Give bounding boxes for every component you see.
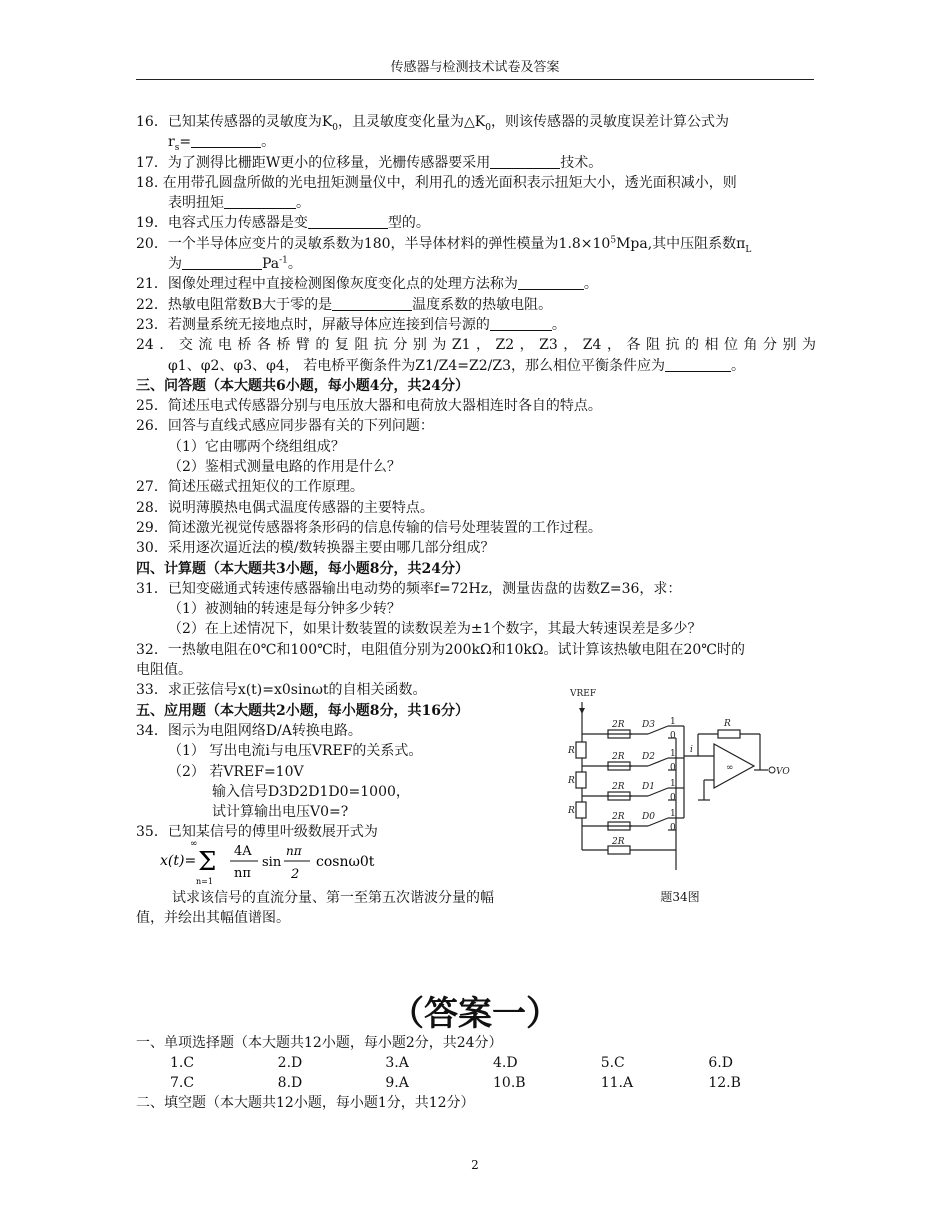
label-one: 1 xyxy=(670,749,676,759)
question-31-part1: （1）被测轴的转速是每分钟多少转？ xyxy=(168,601,401,618)
question-34: 34．图示为电阻网络D/A转换电路。 xyxy=(136,722,362,739)
section-5-heading: 五、应用题（本大题共2小题，每小题8分，共16分） xyxy=(136,702,469,719)
label-zero: 0 xyxy=(670,763,676,773)
sum-upper-limit: ∞ xyxy=(190,839,198,849)
question-18: 18. 在用带孔圆盘所做的光电扭矩测量仪中，利用孔的透光面积表示扭矩大小，透光面积减小，则 xyxy=(136,174,737,191)
question-19: 19．电容式压力传感器是变 型的。 xyxy=(136,215,430,232)
answer-blank xyxy=(518,275,584,290)
section-3-heading: 三、问答题（本大题共6小题，每小题4分，共24分） xyxy=(136,377,469,394)
label-d0: D0 xyxy=(642,812,655,822)
answer-item: 9.A xyxy=(385,1075,409,1091)
page-header: 传感器与检测技术试卷及答案 xyxy=(136,56,814,80)
answer-item: 4.D xyxy=(493,1055,518,1071)
label-2r: 2R xyxy=(612,782,625,792)
label-d1: D1 xyxy=(642,782,655,792)
answer-item: 10.B xyxy=(493,1075,526,1091)
answer-title: （答案一） xyxy=(390,994,560,1034)
question-31-part2: （2）在上述情况下，如果计数装置的读数误差为±1个数字，其最大转速误差是多少？ xyxy=(168,621,702,638)
label-d3: D3 xyxy=(642,720,655,730)
answer-item: 2.D xyxy=(277,1055,303,1071)
answer-blank xyxy=(308,214,388,229)
answer-item: 12.B xyxy=(708,1075,741,1091)
question-26-part2: （2）鉴相式测量电路的作用是什么？ xyxy=(168,459,401,476)
question-26-part1: （1）它由哪两个绕组组成？ xyxy=(168,438,345,455)
question-24-cont: φ1、φ2、φ3、φ4， 若电桥平衡条件为Z1/Z4=Z2/Z3，那么相位平衡条件应为 。 xyxy=(168,357,745,374)
da-converter-circuit-figure xyxy=(568,686,788,872)
label-r: R xyxy=(724,719,731,729)
figure-caption: 题34图 xyxy=(660,890,700,904)
question-24: 24．交流电桥各桥臂的复阻抗分别为Z1，Z2，Z3，Z4，各阻抗的相位角分别为 xyxy=(136,337,816,354)
question-35-instructions xyxy=(136,888,556,928)
label-r: R xyxy=(568,746,575,756)
section-4-heading: 四、计算题（本大题共3小题，每小题8分，共24分） xyxy=(136,560,469,577)
question-18-cont: 表明扭矩 。 xyxy=(168,195,310,212)
answer-blank xyxy=(224,194,296,209)
label-zero: 0 xyxy=(670,823,676,833)
question-27: 27．简述压磁式扭矩仪的工作原理。 xyxy=(136,479,364,496)
label-one: 1 xyxy=(670,717,676,727)
label-2r: 2R xyxy=(612,752,625,762)
question-29: 29．简述激光视觉传感器将条形码的信息传输的信号处理装置的工作过程。 xyxy=(136,519,602,536)
sum-lower-limit: n=1 xyxy=(196,877,213,886)
question-35-ask: 试求该信号的直流分量、第一至第五次谐波分量的幅 xyxy=(172,890,494,906)
answer-blank xyxy=(182,255,262,270)
answer-blank xyxy=(332,296,412,311)
question-34-input: 输入信号D3D2D1D0=1000， xyxy=(212,783,410,800)
label-current-i: i xyxy=(690,745,693,755)
label-zero: 0 xyxy=(670,793,676,803)
formula-lhs: x(t)= xyxy=(160,853,197,869)
label-vref: VREF xyxy=(570,689,597,699)
answer-blank xyxy=(191,133,261,148)
fraction2-numerator: nπ xyxy=(286,844,302,858)
answer-row xyxy=(136,1073,816,1093)
answer-section-2-heading: 二、填空题（本大题共12小题，每小题1分，共12分） xyxy=(136,1095,475,1111)
question-35: 35．已知某信号的傅里叶级数展开式为 xyxy=(136,824,378,841)
fourier-series-formula xyxy=(160,838,400,888)
question-23: 23．若测量系统无接地点时，屏蔽导体应连接到信号源的 。 xyxy=(136,316,566,333)
question-32-cont: 电阻值。 xyxy=(136,662,192,679)
label-infinity: ∞ xyxy=(726,763,734,773)
answer-blank xyxy=(665,357,731,372)
question-31: 31．已知变磁通式转速传感器输出电动势的频率f=72Hz，测量齿盘的齿数Z=36，求： xyxy=(136,580,682,597)
answer-blank xyxy=(490,316,552,331)
fraction-numerator: 4A xyxy=(234,844,252,859)
label-one: 1 xyxy=(670,809,676,819)
fraction-denominator: nπ xyxy=(234,866,251,881)
answer-section xyxy=(136,1033,816,1113)
question-26: 26．回答与直线式感应同步器有关的下列问题： xyxy=(136,418,434,435)
answer-item: 6.D xyxy=(708,1055,733,1071)
label-r: R xyxy=(568,806,575,816)
question-28: 28．说明薄膜热电偶式温度传感器的主要特点。 xyxy=(136,499,434,516)
label-2r: 2R xyxy=(612,837,625,847)
label-2r: 2R xyxy=(612,812,625,822)
answer-row xyxy=(136,1053,816,1073)
label-zero: 0 xyxy=(670,731,676,741)
question-34-ask: 试计算输出电压V0=? xyxy=(212,804,349,821)
question-34-part2: （2） 若VREF=10V xyxy=(168,763,304,780)
answer-item: 8.D xyxy=(277,1075,303,1091)
question-32: 32．一热敏电阻在0℃和100℃时，电阻值分别为200kΩ和10kΩ。试计算该热敏电阻在20℃时的 xyxy=(136,641,745,658)
question-16: 16．已知某传感器的灵敏度为$K_0$，且灵敏度变化量为$\triangle K_0$，则该传感器的灵敏度误差计算公式为 xyxy=(136,114,729,133)
question-25: 25．简述压电式传感器分别与电压放大器和电荷放大器相连时各自的特点。 xyxy=(136,398,602,415)
answer-item: 3.A xyxy=(385,1055,409,1071)
label-vo: VO xyxy=(776,767,790,777)
label-d2: D2 xyxy=(642,752,655,762)
answer-item: 11.A xyxy=(600,1075,634,1091)
question-22: 22．热敏电阻常数B大于零的是 温度系数的热敏电阻。 xyxy=(136,296,553,313)
question-20-cont: 为 $Pa^{-1}$。 xyxy=(168,255,302,273)
page-number: 2 xyxy=(471,1158,479,1172)
answer-item: 7.C xyxy=(170,1075,195,1091)
question-16-cont: $r_s=$ 。 xyxy=(168,134,276,154)
question-20: 20．一个半导体应变片的灵敏系数为180，半导体材料的弹性模量为$1.8\times 10^5Mpa$,其中压阻系数$\pi_L$ xyxy=(136,235,752,255)
question-35-ask-cont: 值，并绘出其幅值谱图。 xyxy=(136,910,290,926)
question-17: 17．为了测得比栅距W更小的位移量，光栅传感器要采用 技术。 xyxy=(136,154,603,171)
label-2r: 2R xyxy=(612,720,625,730)
sum-symbol: Σ xyxy=(198,847,217,877)
formula-sin: sin xyxy=(262,855,282,870)
question-33: 33．求正弦信号x(t)=x0sinωt的自相关函数。 xyxy=(136,682,427,699)
question-34-part1: （1） 写出电流i与电压VREF的关系式。 xyxy=(168,743,423,760)
answer-blank xyxy=(490,154,560,169)
question-30: 30．采用逐次逼近法的模/数转换器主要由哪几部分组成？ xyxy=(136,540,495,557)
question-21: 21．图像处理过程中直接检测图像灰度变化点的处理方法称为 。 xyxy=(136,276,598,293)
label-r: R xyxy=(568,776,575,786)
formula-tail: cosnω0t xyxy=(316,854,375,870)
answer-item: 1.C xyxy=(170,1055,195,1071)
answer-item: 5.C xyxy=(600,1055,625,1071)
answer-section-1-heading: 一、单项选择题（本大题共12小题，每小题2分，共24分） xyxy=(136,1035,503,1051)
fraction2-denominator: 2 xyxy=(291,867,300,882)
label-one: 1 xyxy=(670,779,676,789)
